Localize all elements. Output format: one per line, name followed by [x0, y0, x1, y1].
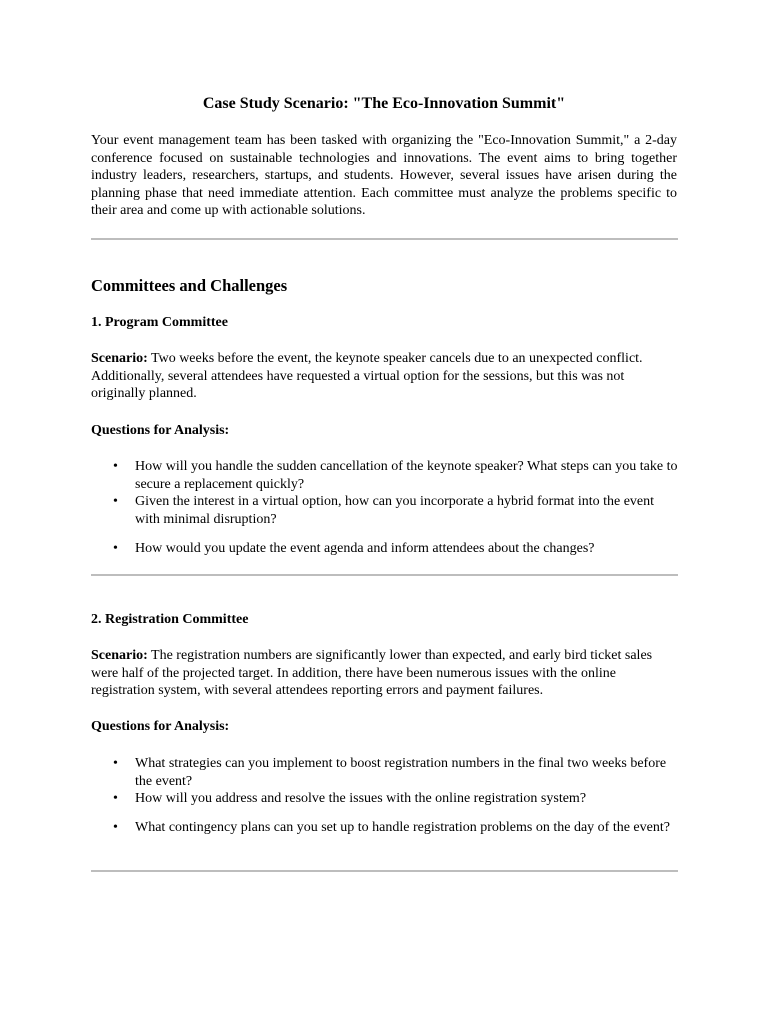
list-item-text: What contingency plans can you set up to handle registration problems on the day of the event?	[135, 820, 670, 835]
list-item	[113, 540, 681, 558]
questions-heading-registration: Questions for Analysis:	[91, 719, 230, 734]
horizontal-rule	[91, 574, 678, 576]
intro-paragraph: Your event management team has been tasked with organizing the "Eco-Innovation Summit," a 2-day conference focused on sustainable technologies and innovations. The event aims to bring together industry leaders, researchers, startups, and students. However, several issues have arisen during the planning phase that need immediate attention. Each committee must analyze the problems specific to their area and come up with actionable solutions.	[91, 133, 677, 218]
bullet-icon: •	[113, 820, 118, 835]
bullet-icon: •	[113, 756, 118, 771]
scenario-label: Scenario:	[91, 351, 148, 366]
scenario-paragraph-program	[91, 350, 681, 403]
committee-heading-registration: 2. Registration Committee	[91, 612, 249, 627]
horizontal-rule	[91, 238, 678, 240]
scenario-label: Scenario:	[91, 648, 148, 663]
horizontal-rule	[91, 870, 678, 872]
list-item	[113, 790, 681, 808]
list-item-text: Given the interest in a virtual option, how can you incorporate a hybrid format into the event with minimal disruption?	[135, 494, 655, 527]
scenario-text: The registration numbers are significantly lower than expected, and early bird ticket sales were half of the projected target. In addition, there have been numerous issues with the online registration system, with several attendees reporting errors and payment failures.	[91, 648, 653, 698]
questions-heading-program: Questions for Analysis:	[91, 423, 230, 438]
scenario-paragraph-registration	[91, 647, 681, 700]
bullet-icon: •	[113, 541, 118, 556]
list-item-text: How will you address and resolve the issues with the online registration system?	[135, 791, 587, 806]
list-item	[113, 458, 681, 493]
list-item	[113, 493, 681, 528]
scenario-text: Two weeks before the event, the keynote speaker cancels due to an unexpected conflict. Additionally, several attendees have requested a virtual option for the sessions, but this was not originally planned.	[91, 351, 643, 401]
bullet-icon: •	[113, 791, 118, 806]
list-item	[113, 755, 681, 790]
list-item-text: What strategies can you implement to boost registration numbers in the final two weeks before the event?	[135, 756, 667, 789]
list-item-text: How will you handle the sudden cancellation of the keynote speaker? What steps can you take to secure a replacement quickly?	[135, 459, 678, 492]
bullet-icon: •	[113, 459, 118, 474]
list-item	[113, 819, 681, 837]
committee-heading-program: 1. Program Committee	[91, 315, 228, 330]
page-title: Case Study Scenario: "The Eco-Innovation Summit"	[202, 95, 566, 112]
bullet-icon: •	[113, 494, 118, 509]
section-heading: Committees and Challenges	[91, 276, 288, 295]
list-item-text: How would you update the event agenda and inform attendees about the changes?	[135, 541, 595, 556]
